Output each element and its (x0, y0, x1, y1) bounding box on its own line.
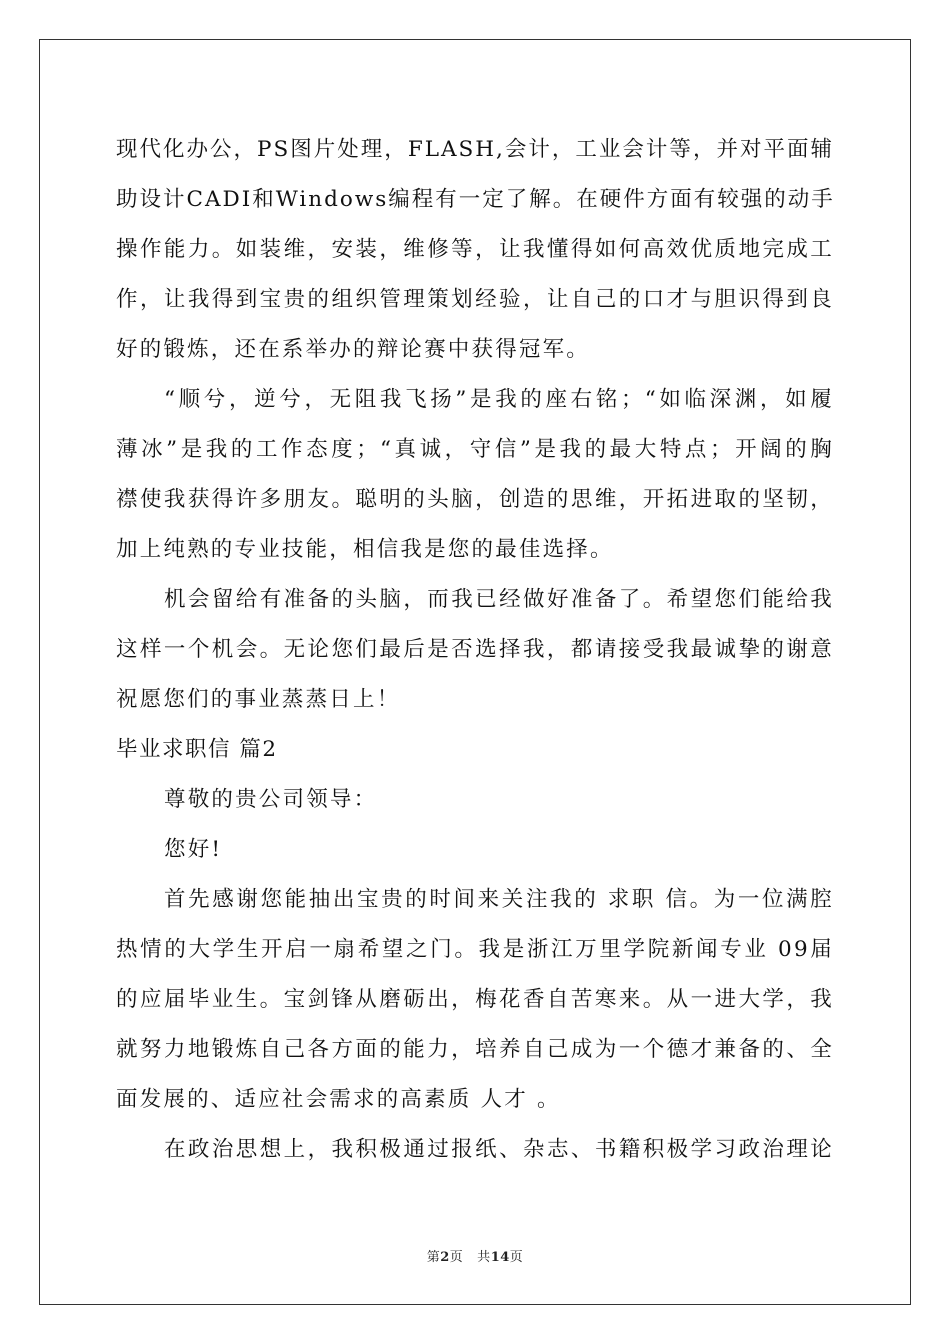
text-line: 的应届毕业生。宝剑锋从磨砺出，梅花香自苦寒来。从一进大学，我 (116, 987, 834, 1012)
text-line: 这样一个机会。无论您们最后是否选择我，都请接受我最诚挚的谢意 (116, 637, 834, 662)
text-line: 祝愿您们的事业蒸蒸日上！ (116, 687, 401, 712)
section-heading: 毕业求职信 篇2 (116, 737, 278, 762)
text-line: 就努力地锻炼自己各方面的能力，培养自己成为一个德才兼备的、全 (116, 1037, 834, 1062)
text-line: 襟使我获得许多朋友。聪明的头脑，创造的思维，开拓进取的坚韧， (116, 487, 834, 512)
salutation: 尊敬的贵公司领导： (164, 787, 378, 812)
paragraph-start-line: 在政治思想上，我积极通过报纸、杂志、书籍积极学习政治理论 (164, 1137, 834, 1162)
paragraph-start-line: 首先感谢您能抽出宝贵的时间来关注我的 求职 信。为一位满腔 (164, 887, 834, 912)
page-prefix: 第 (426, 1250, 441, 1265)
total-prefix: 共 (477, 1250, 491, 1265)
text-line: 好的锻炼，还在系举办的辩论赛中获得冠军。 (116, 337, 591, 362)
text-line: 加上纯熟的专业技能，相信我是您的最佳选择。 (116, 537, 614, 562)
paragraph-start-line: 机会留给有准备的头脑，而我已经做好准备了。希望您们能给我 (164, 587, 834, 612)
document-body (116, 130, 834, 1180)
total-page-count: 14 (490, 1250, 510, 1265)
total-suffix: 页 (509, 1250, 524, 1265)
text-line: 助设计CADI和Windows编程有一定了解。在硬件方面有较强的动手 (116, 187, 835, 212)
text-line: 薄冰”是我的工作态度；“真诚，守信”是我的最大特点；开阔的胸 (116, 437, 834, 462)
text-line: 现代化办公，PS图片处理，FLASH,会计，工业会计等，并对平面辅 (116, 137, 834, 162)
page-suffix: 页 (449, 1250, 464, 1265)
current-page-number: 2 (440, 1250, 450, 1265)
text-line: 操作能力。如装维，安装，维修等，让我懂得如何高效优质地完成工 (116, 237, 834, 262)
greeting: 您好! (164, 837, 223, 862)
text-line: 热情的大学生开启一扇希望之门。我是浙江万里学院新闻专业 09届 (116, 937, 834, 962)
paragraph-start-line: “顺兮，逆兮，无阻我飞扬”是我的座右铭；“如临深渊，如履 (164, 387, 834, 412)
text-line: 面发展的、适应社会需求的高素质 人才 。 (116, 1087, 561, 1112)
page-footer (0, 1246, 950, 1265)
text-line: 作，让我得到宝贵的组织管理策划经验，让自己的口才与胆识得到良 (116, 287, 834, 312)
